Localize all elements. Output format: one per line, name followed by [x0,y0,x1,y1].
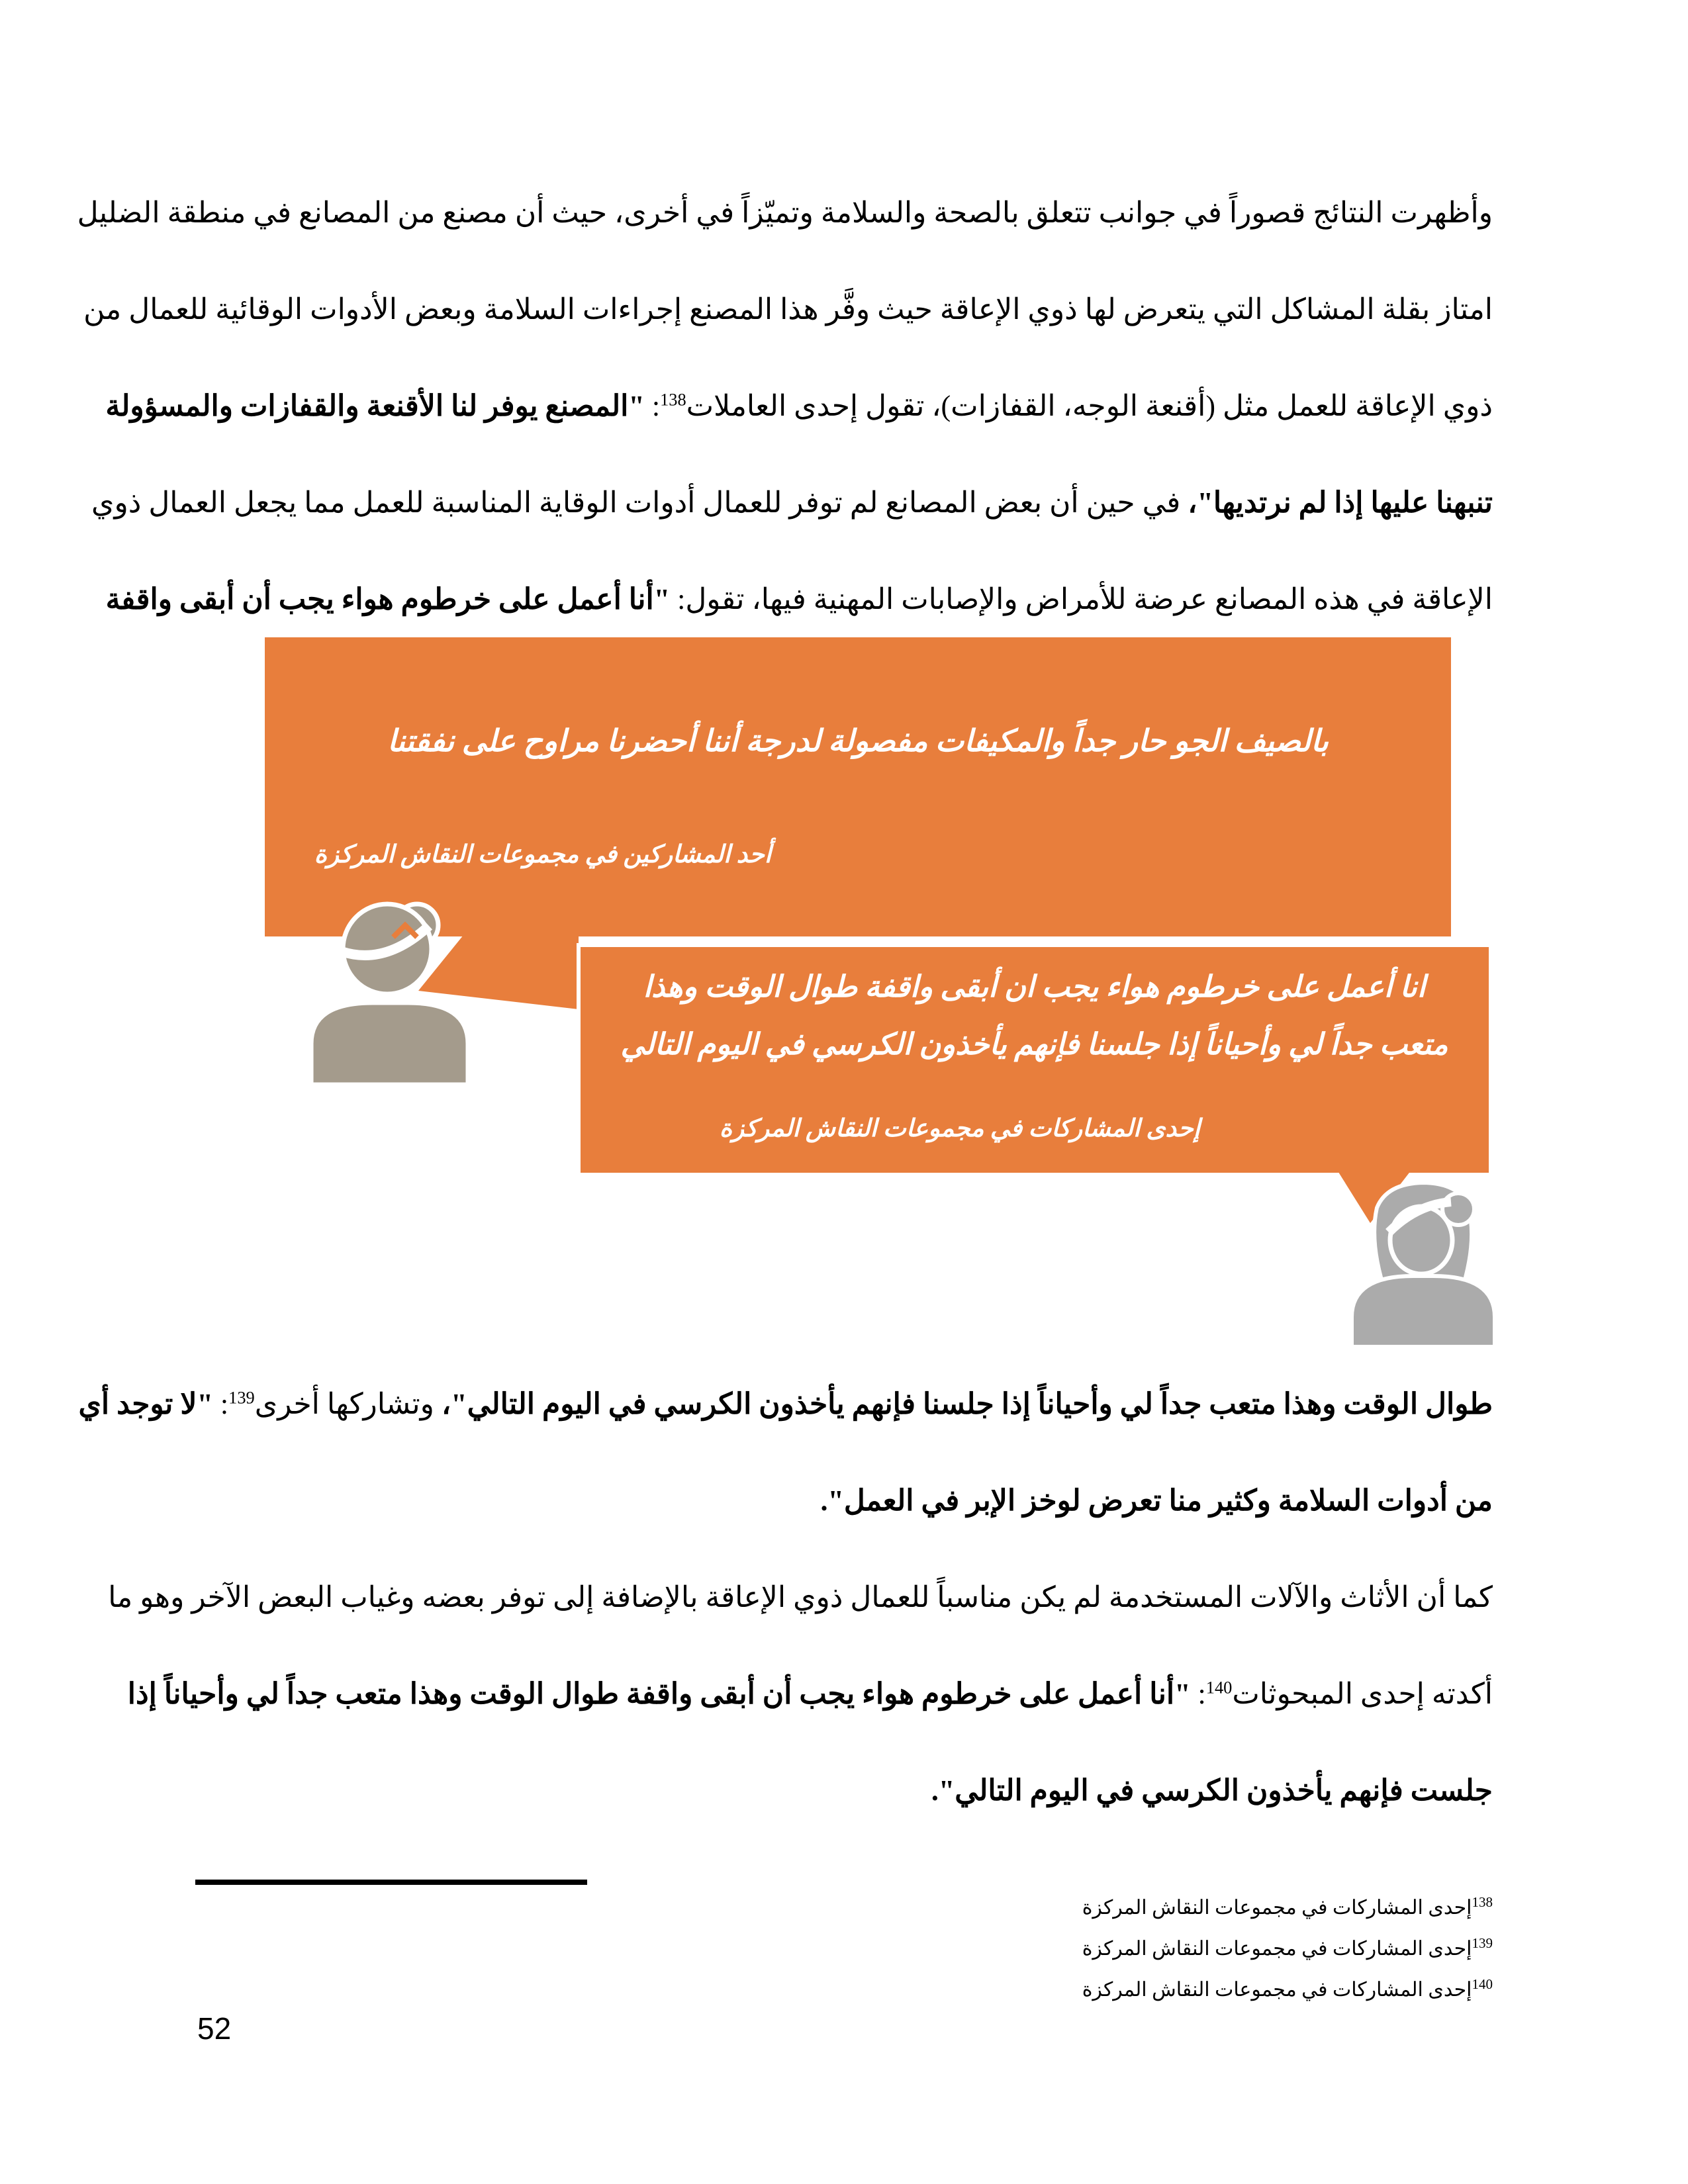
footnote-text: إحدى المشاركات في مجموعات النقاش المركزة [1082,1938,1472,1960]
body-paragraph-1 [77,165,1493,648]
body-line: الإعاقة في هذه المصانع عرضة للأمراض والإصابات المهنية فيها، تقول: "أنا أعمل على خرطوم هواء يجب أن أبقى واقفة [105,583,1493,615]
footnote-text: إحدى المشاركات في مجموعات النقاش المركزة [1082,1897,1472,1919]
body-line: من أدوات السلامة وكثير منا تعرض لوخز الإبر في العمل". [820,1484,1493,1517]
bubble-1-quote: بالصيف الجو حار جداً والمكيفات مفصولة لدرجة أننا أحضرنا مراوح على نفقتنا [387,724,1329,758]
footnote-number: 139 [1472,1935,1493,1951]
body-line: وأظهرت النتائج قصوراً في جوانب تتعلق بالصحة والسلامة وتميّزاً في أخرى، حيث أن مصنع من المصانع في منطقة الضليل [77,197,1493,229]
footnote-138 [1082,1888,1493,1929]
footnote-number: 138 [1472,1894,1493,1910]
bubble-2-quote-line-2: متعب جداً لي وأحياناً إذا جلسنا فإنهم يأخذون الكرسي في اليوم التالي [620,1028,1448,1061]
page-number: 52 [197,2011,232,2046]
bubble-2-attribution: إحدى المشاركات في مجموعات النقاش المركزة [719,1115,1201,1142]
bubble-2-quote [589,958,1479,1073]
body-line: جلست فإنهم يأخذون الكرسي في اليوم التالي". [931,1774,1493,1807]
body-line: كما أن الأثاث والآلات المستخدمة لم يكن مناسباً للعمال ذوي الإعاقة بالإضافة إلى توفر بعضه وغياب البعض الآخر وهو ما [108,1581,1493,1614]
body-paragraph-2 [78,1356,1493,1839]
body-line: تنبهنا عليها إذا لم نرتديها"، في حين أن بعض المصانع لم توفر للعمال أدوات الوقاية المناسبة للعمل مما يجعل العمال ذوي [91,486,1493,519]
footnotes [1082,1888,1493,2011]
footnote-139 [1082,1929,1493,1970]
footnote-separator [195,1880,587,1885]
footnote-140 [1082,1970,1493,2011]
body-line: أكدته إحدى المبحوثات$^{140}$: "أنا أعمل على خرطوم هواء يجب أن أبقى واقفة طوال الوقت وهذا متعب جداً لي وأحياناً إذا [127,1677,1493,1710]
speech-bubble-1 [265,637,1451,936]
body-line: امتاز بقلة المشاكل التي يتعرض لها ذوي الإعاقة حيث وفَّر هذا المصنع إجراءات السلامة وبعض الأدوات الوقائية للعمال من [83,293,1493,326]
footnote-number: 140 [1472,1976,1493,1992]
body-line: طوال الوقت وهذا متعب جداً لي وأحياناً إذا جلسنا فإنهم يأخذون الكرسي في اليوم التالي"، وتشاركها أخرى$^{139}$: "لا توجد أي [78,1387,1493,1420]
speech-bubble-1-tail [418,935,579,1009]
bubble-2-quote-line-1: انا أعمل على خرطوم هواء يجب ان أبقى واقفة طوال الوقت وهذا [643,970,1426,1003]
bubble-1-attribution: أحد المشاركين في مجموعات النقاش المركزة [314,841,772,868]
body-line: ذوي الإعاقة للعمل مثل (أقنعة الوجه، القفازات)، تقول إحدى العاملات$^{138}$: "المصنع يوفر لنا الأقنعة والقفازات والمسؤولة [105,389,1493,422]
footnote-text: إحدى المشاركات في مجموعات النقاش المركزة [1082,1979,1472,2001]
